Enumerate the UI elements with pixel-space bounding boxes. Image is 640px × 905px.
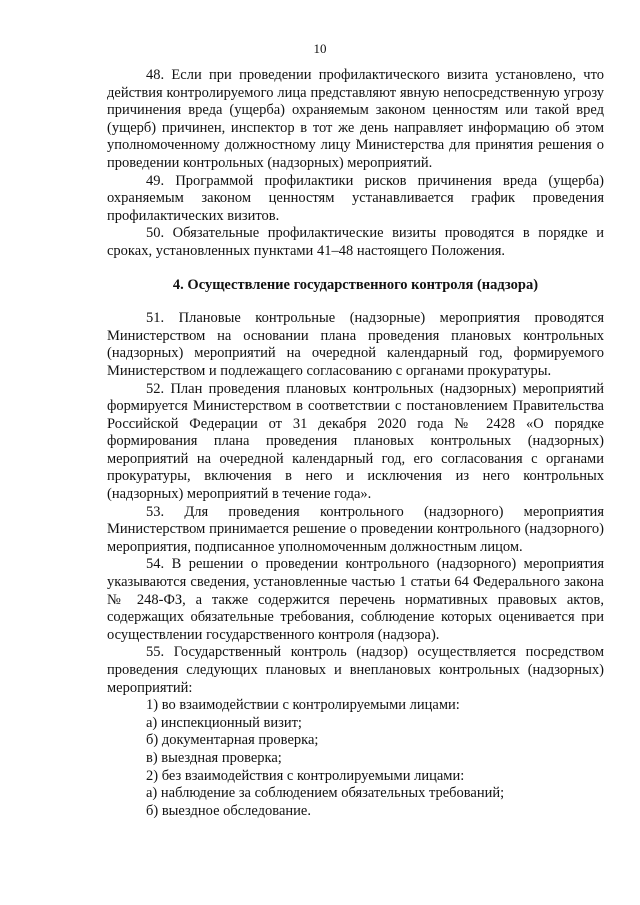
list-item: 1) во взаимодействии с контролируемыми лицами: <box>146 697 460 714</box>
section-heading: 4. Осуществление государственного контроля (надзора) <box>172 276 539 293</box>
list-item: б) выездное обследование. <box>146 802 311 819</box>
paragraph-48: 48. Если при проведении профилактического визита установлено, что действия контролируемого лица представляют явную непосредственную угрозу причинения вреда (ущерба) охраняемым законом ценностям или такой вред (ущерб) причинен, инспектор в тот же день направляет информацию об этом уполномоченному должностному лицу Министерства для принятия решения о проведении контрольных (надзорных) мероприятий. <box>107 67 604 171</box>
list-item: б) документарная проверка; <box>146 732 319 749</box>
paragraph-49: 49. Программой профилактики рисков причинения вреда (ущерба) охраняемым законом ценностям устанавливается график проведения профилактических визитов. <box>107 172 604 224</box>
paragraph-51: 51. Плановые контрольные (надзорные) мероприятия проводятся Министерством на основании плана проведения плановых контрольных (надзорных) мероприятий на очередной календарный год, формируемого Министерством и подлежащего согласованию с органами прокуратуры. <box>107 310 604 379</box>
paragraph-50: 50. Обязательные профилактические визиты проводятся в порядке и сроках, установленных пунктами 41–48 настоящего Положения. <box>107 225 604 259</box>
list-item: в) выездная проверка; <box>146 749 282 766</box>
list-item: а) инспекционный визит; <box>146 714 302 731</box>
paragraph-55: 55. Государственный контроль (надзор) осуществляется посредством проведения следующих плановых и внеплановых контрольных (надзорных) мероприятий: <box>107 644 604 696</box>
list-item: 2) без взаимодействия с контролируемыми лицами: <box>146 767 465 784</box>
list-item: а) наблюдение за соблюдением обязательных требований; <box>146 785 505 802</box>
paragraph-53: 53. Для проведения контрольного (надзорного) мероприятия Министерством принимается решение о проведении контрольного (надзорного) мероприятия, подписанное уполномоченным должностным лицом. <box>107 503 604 555</box>
paragraph-54: 54. В решении о проведении контрольного (надзорного) мероприятия указываются сведения, установленные частью 1 статьи 64 Федерального закона № 248-ФЗ, а также содержится перечень нормативных правовых актов, содержащих обязательные требования, соблюдение которых оценивается при осуществлении государственного контроля (надзора). <box>107 556 604 643</box>
document-body <box>107 67 604 820</box>
page-number: 10 <box>313 41 327 56</box>
paragraph-52: 52. План проведения плановых контрольных (надзорных) мероприятий формируется Министерством в соответствии с постановлением Правительства Российской Федерации от 31 декабря 2020 года № 2428 «О порядке формирования плана проведения плановых контрольных (надзорных) мероприятий на очередной календарный год, его согласования с органами прокуратуры, включения в него и исключения из него контрольных (надзорных) мероприятий в течение года». <box>107 380 604 503</box>
